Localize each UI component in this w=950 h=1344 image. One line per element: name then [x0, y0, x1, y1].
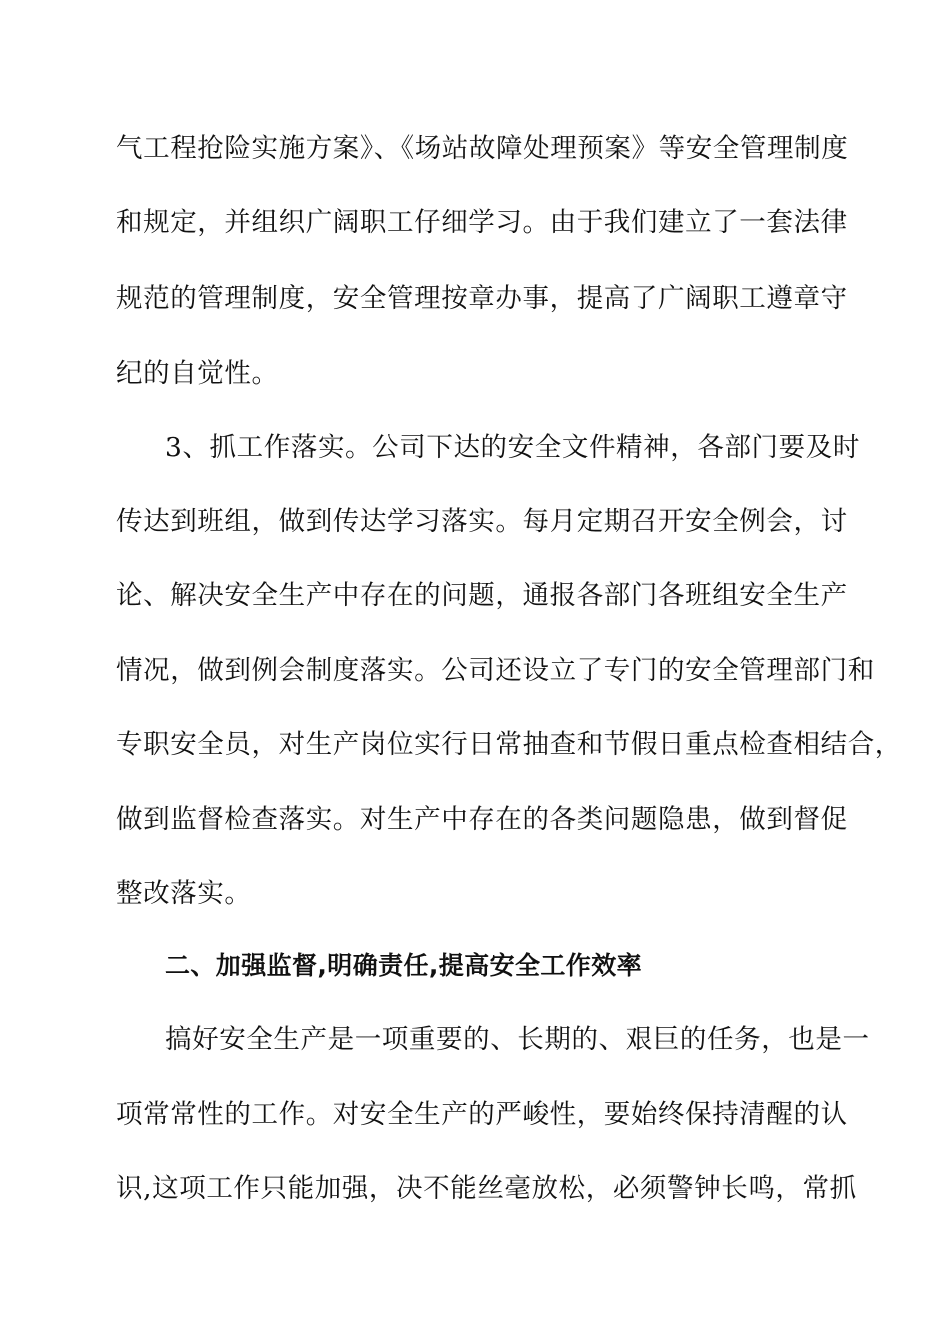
paragraph-line: 传达到班组，做到传达学习落实。每月定期召开安全例会，讨	[116, 506, 848, 537]
paragraph-line: 和规定，并组织广阔职工仔细学习。由于我们建立了一套法律	[116, 207, 848, 238]
paragraph-first-line: 搞好安全生产是一项重要的、长期的、艰巨的任务，也是一	[165, 1024, 870, 1055]
paragraph-line: 纪的自觉性。	[116, 358, 279, 389]
paragraph-line: 论、解决安全生产中存在的问题，通报各部门各班组安全生产	[116, 580, 848, 611]
paragraph-line: 规范的管理制度，安全管理按章办事，提高了广阔职工遵章守	[116, 283, 848, 314]
paragraph-line: 气工程抢险实施方案》、《场站故障处理预案》等安全管理制度	[116, 133, 849, 164]
paragraph-line: 项常常性的工作。对安全生产的严峻性，要始终保持清醒的认	[116, 1099, 848, 1130]
section-heading: 二、加强监督,明确责任,提高安全工作效率	[165, 951, 642, 980]
paragraph-first-line: 3、抓工作落实。公司下达的安全文件精神，各部门要及时	[165, 432, 860, 463]
paragraph-line: 识,这项工作只能加强，决不能丝毫放松，必须警钟长鸣，常抓	[116, 1173, 857, 1204]
paragraph-line: 做到监督检查落实。对生产中存在的各类问题隐患，做到督促	[116, 804, 848, 835]
paragraph-line: 专职安全员，对生产岗位实行日常抽查和节假日重点检查相结合，	[116, 729, 902, 760]
paragraph-line: 情况，做到例会制度落实。公司还设立了专门的安全管理部门和	[116, 655, 875, 686]
paragraph-line: 整改落实。	[116, 878, 252, 909]
